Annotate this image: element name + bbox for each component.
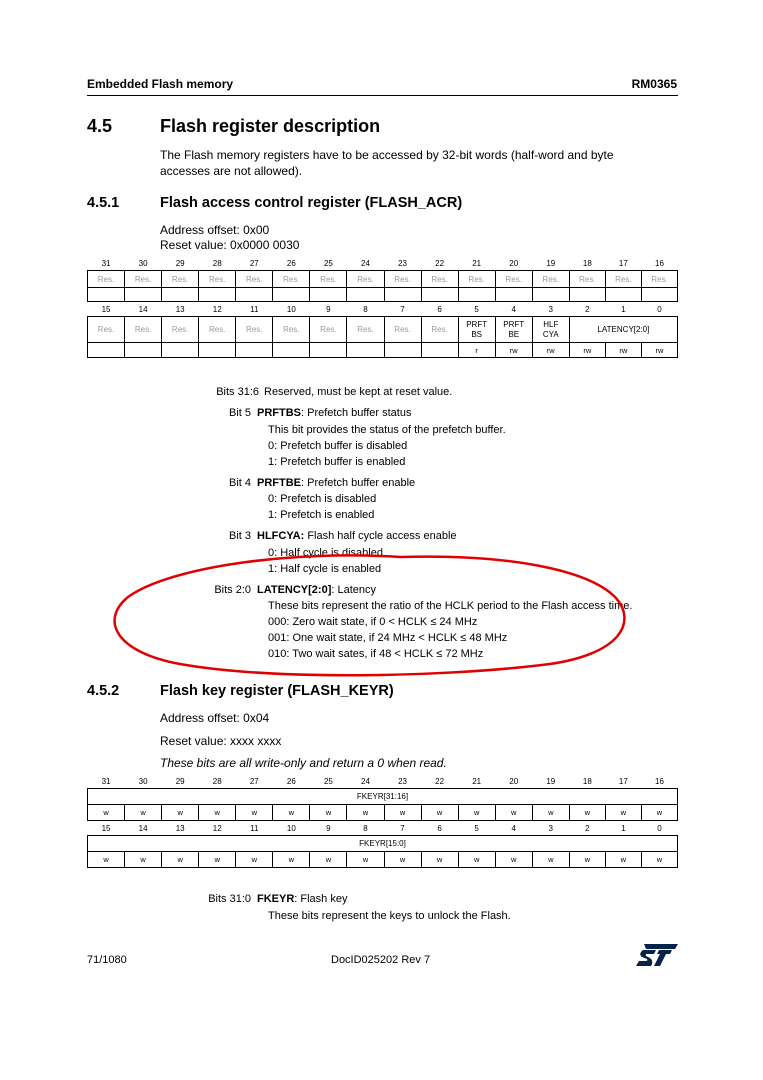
desc-bit5-line: 1: Prefetch buffer is enabled [268,456,406,468]
desc-bit4-name: PRFTBE [257,477,301,489]
access-cell [125,343,162,358]
section-number: 4.5 [87,116,113,136]
bit-number: 31 [101,258,111,268]
desc-bit3-heading [257,530,457,542]
bit-number: 10 [286,823,296,833]
access-w: w [310,852,347,868]
field-hlfcya-line2: CYA [542,329,559,339]
access-w: w [125,805,162,821]
bit-number: 0 [657,304,662,314]
access-hlfcya: rw [532,343,569,358]
bit-number: 5 [474,304,479,314]
access-w: w [199,805,236,821]
access-cell [532,288,569,302]
acr-register-table [87,256,678,358]
access-cell [236,288,273,302]
bit-number: 8 [363,304,368,314]
access-w: w [162,852,199,868]
access-w: w [569,852,605,868]
access-cell [162,288,199,302]
bit-number: 31 [101,776,111,786]
acr-reset-value: Reset value: 0x0000 0030 [160,238,300,252]
bit-number: 13 [175,823,185,833]
field-fkeyr-high: FKEYR[31:16] [88,789,678,805]
desc-bit5-line: This bit provides the status of the prefetch buffer. [268,424,506,436]
bit-number: 25 [323,258,333,268]
field-fkeyr-low: FKEYR[15:0] [88,836,678,852]
desc-bit5-line: 0: Prefetch buffer is disabled [268,440,408,452]
desc-fkeyr-label: Bits 31:0 [208,893,251,905]
bit-number: 9 [326,304,331,314]
access-w: w [532,852,569,868]
bit-number: 19 [546,776,556,786]
desc-reserved-text: Reserved, must be kept at reset value. [264,386,453,398]
bit-number: 28 [212,776,222,786]
bit-number: 11 [250,823,259,833]
footer-doc-id: DocID025202 Rev 7 [331,954,431,966]
bit-number: 30 [138,258,148,268]
section-title: Flash register description [160,116,381,136]
bit-number: 5 [474,823,479,833]
bit-number: 4 [511,823,516,833]
desc-bit4-line: 0: Prefetch is disabled [268,493,377,505]
access-cell [125,288,162,302]
bit-number: 24 [361,776,370,786]
bit-number: 7 [400,823,405,833]
access-prftbe: rw [495,343,532,358]
bit-number: 16 [655,258,664,268]
bit-number: 22 [435,776,445,786]
field-prftbe-line2: BE [508,329,520,339]
access-w: w [199,852,236,868]
bit-number: 27 [249,258,259,268]
section-intro-line1: The Flash memory registers have to be accessed by 32-bit words (half-word and byte [160,148,614,162]
reserved-cell: Res. [347,317,384,343]
acr-access-low [88,343,678,358]
desc-bit4-label: Bit 4 [228,477,251,489]
bit-number: 17 [618,258,628,268]
desc-bit20-line: 000: Zero wait state, if 0 < HCLK ≤ 24 MHz [268,616,478,628]
access-latency-2: rw [569,343,605,358]
field-latency: LATENCY[2:0] [569,317,677,343]
red-ellipse-annotation [110,552,632,678]
st-logo-icon [636,944,678,966]
desc-bit5-heading [257,407,411,419]
desc-bit4-heading [257,477,415,489]
reserved-cell: Res. [384,317,421,343]
access-w: w [88,852,125,868]
bit-number: 1 [621,304,626,314]
bit-number: 17 [618,776,628,786]
desc-bit3-title: Flash half cycle access enable [304,530,457,542]
bit-number: 4 [511,304,516,314]
bit-number: 0 [657,823,662,833]
bit-number: 29 [175,776,185,786]
desc-bit20-line: These bits represent the ratio of the HCLK period to the Flash access time. [268,600,633,612]
reserved-cell: Res. [88,317,125,343]
keyr-address-offset: Address offset: 0x04 [160,711,270,725]
access-w: w [421,852,458,868]
bit-number: 7 [400,304,405,314]
access-w: w [162,805,199,821]
reserved-cell: Res. [310,317,347,343]
reserved-cell: Res. [162,271,199,288]
access-cell [199,343,236,358]
desc-bit3-label: Bit 3 [228,530,251,542]
bit-number: 24 [361,258,370,268]
bit-number: 14 [138,823,148,833]
reserved-cell: Res. [495,271,532,288]
access-cell [236,343,273,358]
bit-number: 3 [548,823,553,833]
bit-number: 26 [286,776,296,786]
acr-fields-low [88,317,678,343]
reserved-cell: Res. [310,271,347,288]
bit-number: 15 [101,304,111,314]
access-latency-0: rw [641,343,677,358]
acr-address-offset: Address offset: 0x00 [160,223,270,237]
access-w: w [88,805,125,821]
keyr-reset-value: Reset value: xxxx xxxx [160,734,282,748]
access-w: w [458,852,495,868]
reserved-cell: Res. [162,317,199,343]
reserved-cell: Res. [605,271,641,288]
acr-bit-numbers-high [88,256,678,271]
bit-number: 21 [472,776,482,786]
bit-number: 21 [472,258,482,268]
access-w: w [532,805,569,821]
bit-number: 18 [582,258,592,268]
reserved-cell: Res. [125,271,162,288]
desc-bit4-title: : Prefetch buffer enable [301,477,416,489]
desc-bit20-line: 010: Two wait sates, if 48 < HCLK ≤ 72 MHz [268,648,484,660]
bit-number: 29 [175,258,185,268]
field-prftbs [458,317,495,343]
access-cell [495,288,532,302]
desc-reserved-label: Bits 31:6 [216,386,259,398]
access-cell [605,288,641,302]
field-prftbe-line1: PRFT [503,319,525,329]
bit-number: 12 [212,304,222,314]
bit-number: 3 [548,304,553,314]
access-cell [458,288,495,302]
desc-fkeyr-heading [257,893,347,905]
desc-fkeyr-line: These bits represent the keys to unlock the Flash. [268,910,511,922]
keyr-section-title: Flash key register (FLASH_KEYR) [160,683,394,699]
header-rule [87,95,678,96]
reserved-cell: Res. [273,317,310,343]
footer-page-number: 71/1080 [87,954,127,966]
desc-bit4-line: 1: Prefetch is enabled [268,509,375,521]
bit-number: 23 [398,258,407,268]
field-hlfcya [532,317,569,343]
access-latency-1: rw [605,343,641,358]
keyr-bit-numbers-low [88,821,678,836]
desc-fkeyr-name: FKEYR [257,893,295,905]
acr-bit-numbers-low [88,302,678,317]
reserved-cell: Res. [88,271,125,288]
acr-access-high [88,288,678,302]
acr-fields-high [88,271,678,288]
access-cell [88,288,125,302]
field-prftbs-line2: BS [471,329,482,339]
keyr-access-low [88,852,678,868]
bit-number: 6 [437,304,442,314]
keyr-field-high-row [88,789,678,805]
section-intro-line2: accesses are not allowed). [160,164,303,178]
bit-number: 23 [398,776,407,786]
access-w: w [310,805,347,821]
access-w: w [273,805,310,821]
field-prftbe [495,317,532,343]
keyr-field-low-row [88,836,678,852]
desc-bit3-name: HLFCYA: [257,530,305,542]
keyr-bit-numbers-high [88,774,678,789]
bit-number: 25 [323,776,333,786]
access-cell [273,343,310,358]
bit-number: 26 [286,258,296,268]
bit-number: 8 [363,823,368,833]
keyr-access-high [88,805,678,821]
bit-number: 20 [509,776,519,786]
access-w: w [347,852,384,868]
reserved-cell: Res. [641,271,677,288]
bit-number: 11 [250,304,259,314]
desc-bit20-name: LATENCY[2:0] [257,584,332,596]
access-cell [347,343,384,358]
reserved-cell: Res. [273,271,310,288]
reserved-cell: Res. [569,271,605,288]
bit-number: 9 [326,823,331,833]
access-w: w [605,852,641,868]
access-w: w [384,852,421,868]
access-w: w [605,805,641,821]
keyr-note: These bits are all write-only and return a 0 when read. [160,756,447,770]
desc-bit20-label: Bits 2:0 [214,584,251,596]
desc-bit3-line: 1: Half cycle is enabled [268,563,382,575]
access-w: w [495,852,532,868]
desc-bit5-label: Bit 5 [228,407,251,419]
reserved-cell: Res. [458,271,495,288]
reserved-cell: Res. [199,317,236,343]
bit-number: 14 [138,304,148,314]
bit-number: 27 [249,776,259,786]
access-w: w [421,805,458,821]
field-prftbs-line1: PRFT [466,319,488,329]
bit-number: 12 [212,823,222,833]
keyr-section-number: 4.5.2 [87,683,120,699]
access-cell [384,288,421,302]
access-cell [162,343,199,358]
bit-number: 15 [101,823,111,833]
access-w: w [347,805,384,821]
bit-number: 13 [175,304,185,314]
acr-section-title: Flash access control register (FLASH_ACR) [160,195,463,211]
access-cell [641,288,677,302]
bit-number: 20 [509,258,519,268]
reserved-cell: Res. [199,271,236,288]
access-cell [569,288,605,302]
bit-number: 19 [546,258,556,268]
header-doc-ref: RM0365 [631,77,677,91]
access-w: w [641,852,677,868]
reserved-cell: Res. [236,317,273,343]
desc-fkeyr-title: : Flash key [294,893,348,905]
access-w: w [273,852,310,868]
access-cell [347,288,384,302]
access-cell [310,343,347,358]
bit-number: 2 [585,823,590,833]
acr-section-number: 4.5.1 [87,195,120,211]
reserved-cell: Res. [384,271,421,288]
keyr-register-table [87,774,678,868]
access-w: w [384,805,421,821]
reserved-cell: Res. [421,317,458,343]
desc-bit5-name: PRFTBS [257,407,301,419]
bit-number: 16 [655,776,664,786]
access-w: w [569,805,605,821]
header-section-title: Embedded Flash memory [87,77,234,91]
access-cell [421,343,458,358]
bit-number: 6 [437,823,442,833]
desc-bit3-line: 0: Half cycle is disabled [268,547,383,559]
reserved-cell: Res. [532,271,569,288]
access-w: w [236,805,273,821]
bit-number: 28 [212,258,222,268]
reserved-cell: Res. [347,271,384,288]
reserved-cell: Res. [125,317,162,343]
desc-bit20-line: 001: One wait state, if 24 MHz < HCLK ≤ 48 MHz [268,632,508,644]
access-cell [273,288,310,302]
reserved-cell: Res. [421,271,458,288]
desc-bit20-title: : Latency [331,584,376,596]
access-w: w [495,805,532,821]
access-w: w [236,852,273,868]
bit-number: 18 [582,776,592,786]
field-hlfcya-line1: HLF [543,319,559,329]
access-prftbs: r [458,343,495,358]
access-cell [88,343,125,358]
access-w: w [125,852,162,868]
access-w: w [641,805,677,821]
bit-number: 2 [585,304,590,314]
access-cell [199,288,236,302]
access-w: w [458,805,495,821]
reserved-cell: Res. [236,271,273,288]
access-cell [384,343,421,358]
access-cell [421,288,458,302]
bit-number: 30 [138,776,148,786]
bit-number: 1 [621,823,626,833]
bit-number: 22 [435,258,445,268]
bit-number: 10 [286,304,296,314]
access-cell [310,288,347,302]
desc-bit5-title: : Prefetch buffer status [301,407,412,419]
